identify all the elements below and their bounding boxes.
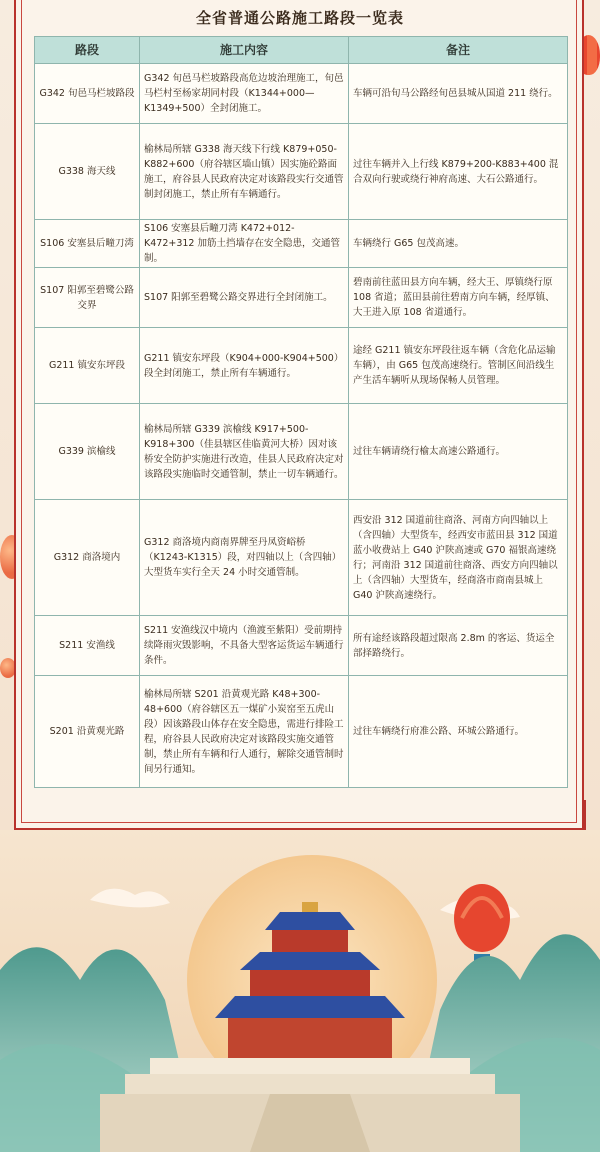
cell-road: S201 沿黄观光路 [35,676,140,788]
cell-road: G338 海天线 [35,124,140,220]
cell-note: 过往车辆绕行府准公路、环城公路通行。 [349,676,568,788]
frame-corner [554,800,586,832]
cell-road: G312 商洛境内 [35,500,140,616]
frame-corner [14,800,46,832]
cell-work: 榆林局所辖 S201 沿黄观光路 K48+300-48+600（府谷辖区五一煤矿小炭窑至五虎山段）因该路段山体存在安全隐患，需进行排险工程，府谷县人民政府决定对该路段实施交通管制，禁止所有车辆和行人通行，解除交通管制时间另行通知。 [140,676,349,788]
cell-work: G312 商洛境内商南界牌至丹凤资峪桥（K1243-K1315）段，对四轴以上（含四轴）大型货车实行全天 24 小时交通管制。 [140,500,349,616]
cell-note: 过往车辆并入上行线 K879+200-K883+400 混合双向行驶或绕行神府高速、大石公路通行。 [349,124,568,220]
cell-road: G342 旬邑马栏坡路段 [35,64,140,124]
table-row [35,616,568,676]
cell-work: S211 安渔线汉中境内（渔渡至紫阳）受前期持续降雨灾毁影响，不具备大型客运货运车辆通行条件。 [140,616,349,676]
page-title: 全省普通公路施工路段一览表 [195,9,404,27]
cell-work: 榆林局所辖 G338 海天线下行线 K879+050-K882+600（府谷辖区墙山镇）因实施砼路面施工，府谷县人民政府决定对该路段实行交通管制封闭施工，禁止所有车辆通行。 [140,124,349,220]
cell-road: S106 安塞县后疃刀湾 [35,220,140,268]
table-row [35,328,568,404]
temple-landscape-illustration [0,830,600,1152]
table-row [35,404,568,500]
table-header-row [35,37,568,64]
table-row [35,64,568,124]
header-road: 路段 [35,37,140,64]
cell-note: 途经 G211 镇安东坪段往返车辆（含危化品运输车辆），由 G65 包茂高速绕行。管制区间沿线生产生活车辆听从现场保畅人员管理。 [349,328,568,404]
table-row [35,220,568,268]
cell-note: 车辆可沿旬马公路经旬邑县城从国道 211 绕行。 [349,64,568,124]
cell-road: G339 滨榆线 [35,404,140,500]
cell-work: S106 安塞县后疃刀湾 K472+012-K472+312 加筋土挡墙存在安全隐患，交通管制。 [140,220,349,268]
table-row [35,268,568,328]
cell-note: 车辆绕行 G65 包茂高速。 [349,220,568,268]
cell-work: 榆林局所辖 G339 滨榆线 K917+500-K918+300（佳县辖区佳临黄河大桥）因对该桥安全防护实施进行改造，佳县人民政府决定对该路段实施临时交通管制，禁止一切车辆通行。 [140,404,349,500]
cell-work: S107 阳郭至碧鹭公路交界进行全封闭施工。 [140,268,349,328]
cell-work: G211 镇安东坪段（K904+000-K904+500）段全封闭施工，禁止所有车辆通行。 [140,328,349,404]
cell-road: S211 安渔线 [35,616,140,676]
cell-note: 所有途经该路段超过限高 2.8m 的客运、货运全部择路绕行。 [349,616,568,676]
construction-table [34,36,568,788]
table-row [35,124,568,220]
header-note: 备注 [349,37,568,64]
cell-work: G342 旬邑马栏坡路段高危边坡治理施工，旬邑马栏村至杨家胡同村段（K1344+000—K1349+500）全封闭施工。 [140,64,349,124]
cell-note: 西安沿 312 国道前往商洛、河南方向四轴以上（含四轴）大型货车，经西安市蓝田县 312 国道蓝小收费站上 G40 沪陕高速或 G70 福银高速绕行；河南沿 312 国道前往商洛、西安方向四轴以上（含四轴）大型货车，经商洛市商南县城上 G40 沪陕高速绕行。 [349,500,568,616]
header-work: 施工内容 [140,37,349,64]
cell-road: G211 镇安东坪段 [35,328,140,404]
table-row [35,676,568,788]
table-row [35,500,568,616]
cell-note: 碧南前往蓝田县方向车辆，经大王、厚镇绕行原 108 省道；蓝田县前往碧南方向车辆，经厚镇、大王进入原 108 省道通行。 [349,268,568,328]
cell-road: S107 阳郭至碧鹭公路交界 [35,268,140,328]
cell-note: 过往车辆请绕行榆太高速公路通行。 [349,404,568,500]
